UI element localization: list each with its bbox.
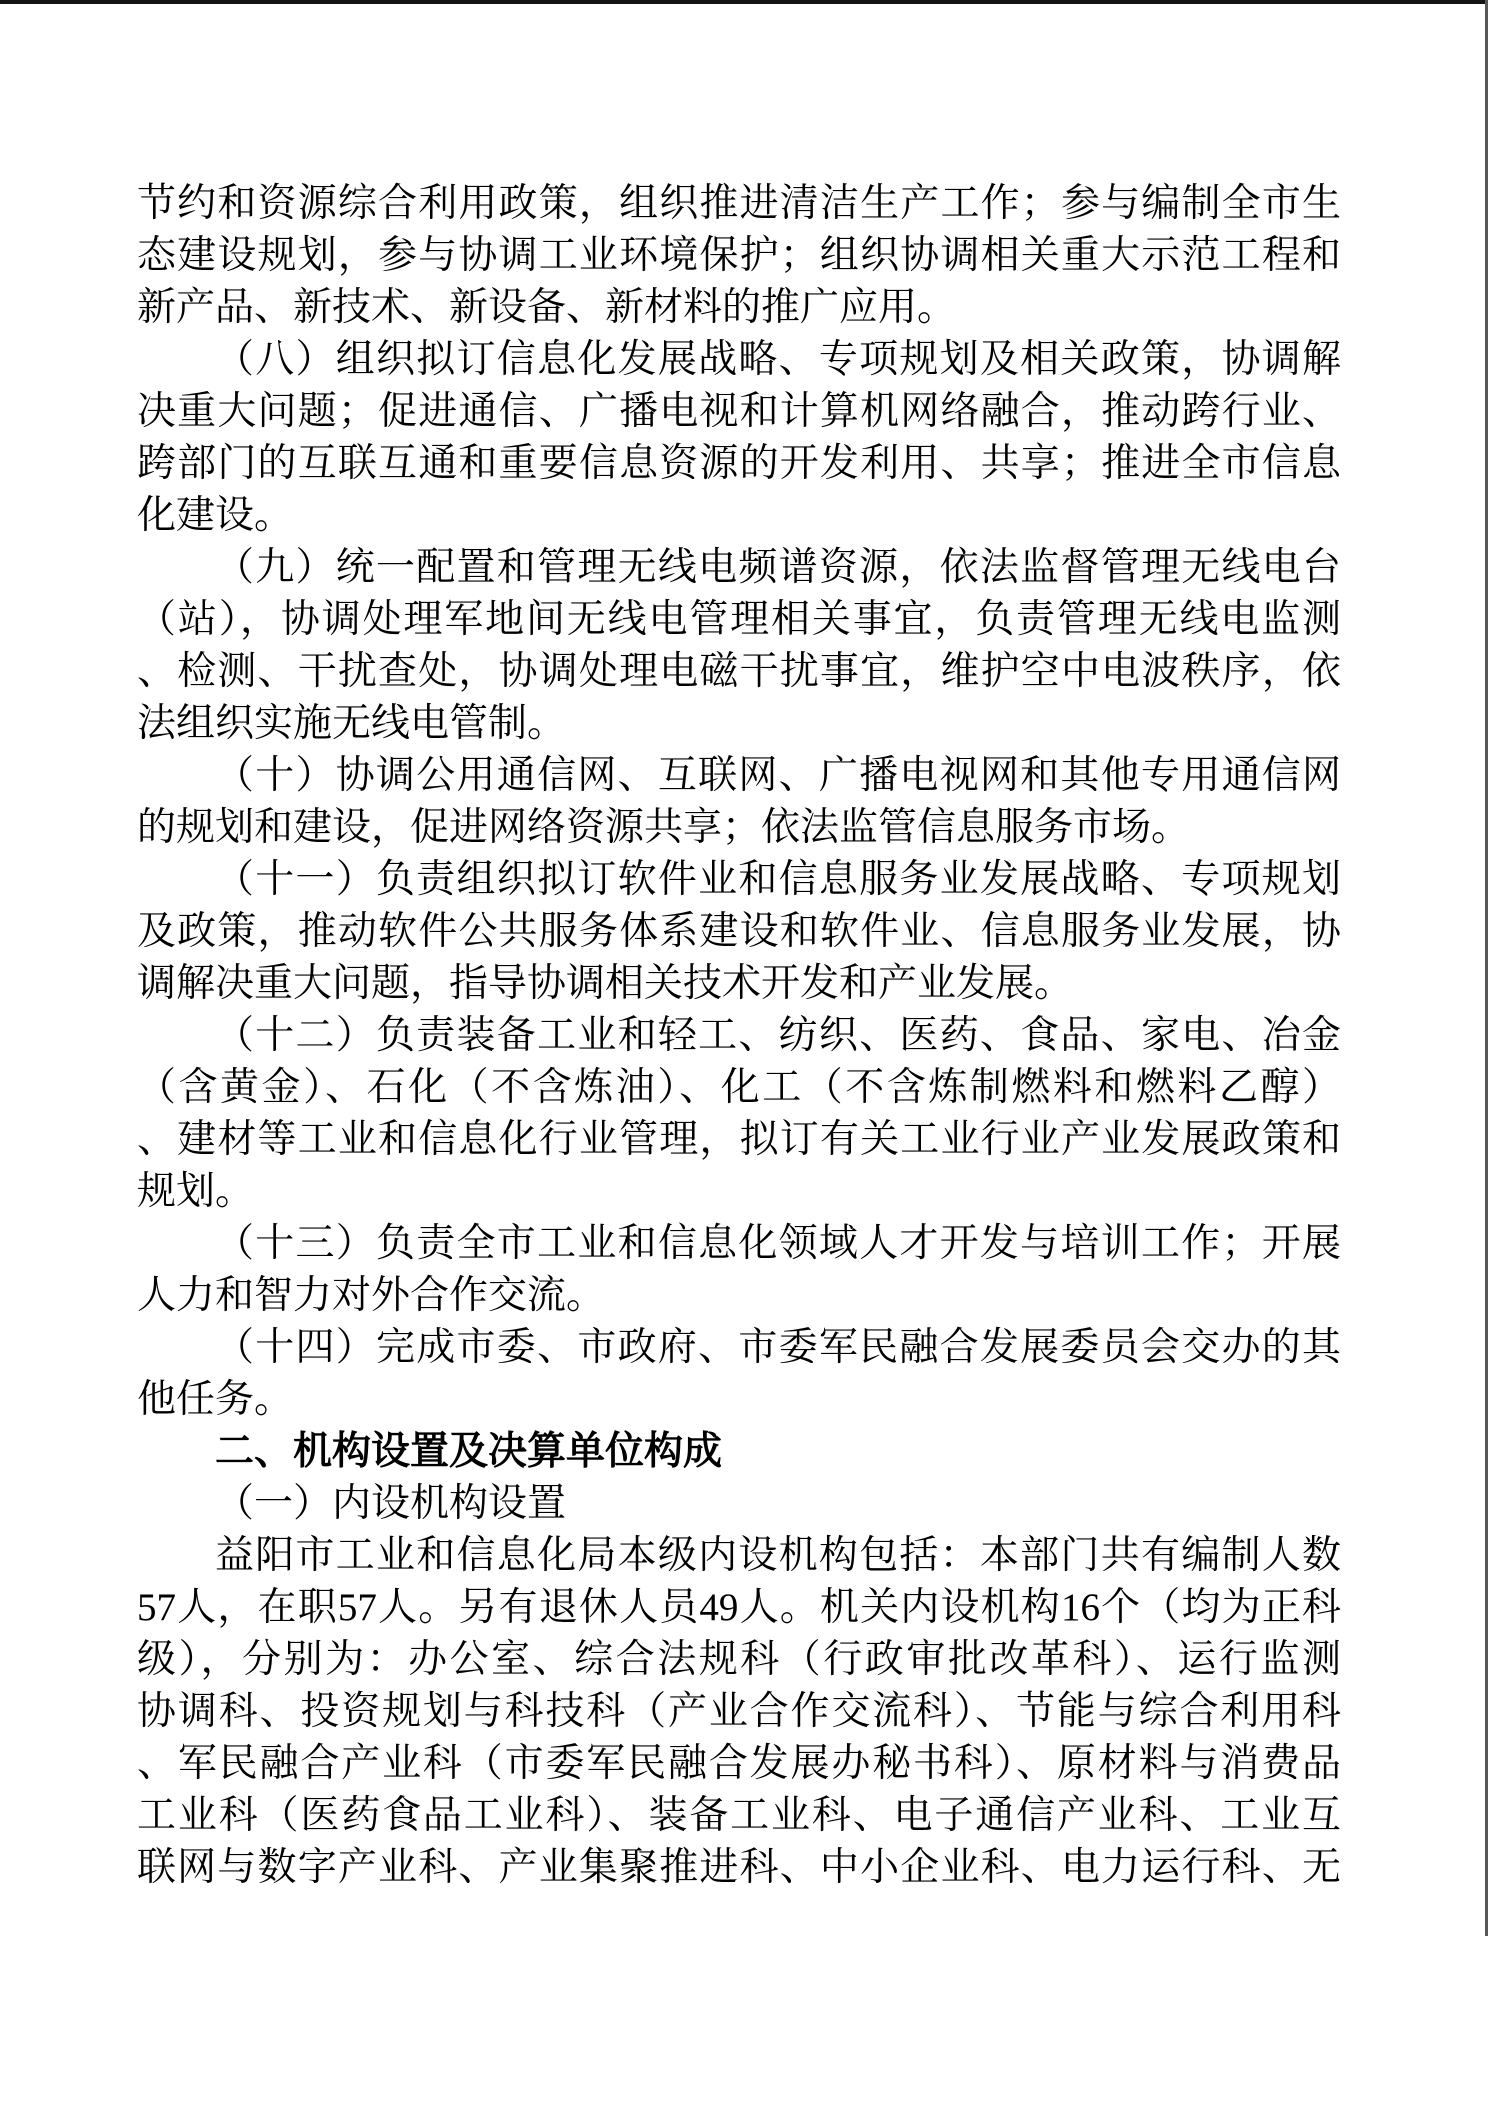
text-line: 规划。 <box>137 1170 255 1213</box>
section-heading-line: 二、机构设置及决算单位构成 <box>215 1430 723 1473</box>
text-line: 他任务。 <box>137 1378 294 1421</box>
document-text-block <box>137 178 1341 1894</box>
text-line: （十二）负责装备工业和轻工、纺织、医药、食品、家电、冶金 <box>215 1014 1341 1057</box>
text-line: 级），分别为：办公室、综合法规科（行政审批改革科）、运行监测 <box>137 1638 1341 1681</box>
text-line: （十）协调公用通信网、互联网、广播电视网和其他专用通信网 <box>215 754 1341 797</box>
text-line: 益阳市工业和信息化局本级内设机构包括：本部门共有编制人数 <box>215 1534 1341 1577</box>
text-line: 调解决重大问题，指导协调相关技术开发和产业发展。 <box>137 962 1074 1005</box>
text-line: （含黄金）、石化（不含炼油）、化工（不含炼制燃料和燃料乙醇） <box>137 1066 1341 1109</box>
text-line: 人力和智力对外合作交流。 <box>137 1274 606 1317</box>
text-line: 跨部门的互联互通和重要信息资源的开发利用、共享；推进全市信息 <box>137 442 1341 485</box>
text-line: （十三）负责全市工业和信息化领域人才开发与培训工作；开展 <box>215 1222 1341 1265</box>
text-line: 决重大问题；促进通信、广播电视和计算机网络融合，推动跨行业、 <box>137 390 1341 433</box>
text-line: 化建设。 <box>137 494 294 537</box>
text-line: 及政策，推动软件公共服务体系建设和软件业、信息服务业发展，协 <box>137 910 1341 953</box>
text-line: 联网与数字产业科、产业集聚推进科、中小企业科、电力运行科、无 <box>137 1846 1341 1889</box>
text-line: 法组织实施无线电管制。 <box>137 702 567 745</box>
text-line: 57人，在职57人。另有退休人员49人。机关内设机构16个（均为正科 <box>137 1586 1341 1629</box>
text-line: 协调科、投资规划与科技科（产业合作交流科）、节能与综合利用科 <box>137 1690 1341 1733</box>
text-line: 态建设规划，参与协调工业环境保护；组织协调相关重大示范工程和 <box>137 234 1341 277</box>
text-line: 节约和资源综合利用政策，组织推进清洁生产工作；参与编制全市生 <box>137 182 1341 225</box>
text-line: 新产品、新技术、新设备、新材料的推广应用。 <box>137 286 957 329</box>
text-line: （九）统一配置和管理无线电频谱资源，依法监督管理无线电台 <box>215 546 1341 589</box>
text-line: （一）内设机构设置 <box>215 1482 567 1525</box>
text-line: 、检测、干扰查处，协调处理电磁干扰事宜，维护空中电波秩序，依 <box>137 650 1341 693</box>
text-line: 的规划和建设，促进网络资源共享；依法监管信息服务市场。 <box>137 806 1191 849</box>
text-line: 、军民融合产业科（市委军民融合发展办秘书科）、原材料与消费品 <box>137 1742 1341 1785</box>
page-top-edge-bar <box>0 0 1488 4</box>
text-line: 工业科（医药食品工业科）、装备工业科、电子通信产业科、工业互 <box>137 1794 1341 1837</box>
text-line: （八）组织拟订信息化发展战略、专项规划及相关政策，协调解 <box>215 338 1341 381</box>
text-line: 、建材等工业和信息化行业管理，拟订有关工业行业产业发展政策和 <box>137 1118 1341 1161</box>
text-line: （十一）负责组织拟订软件业和信息服务业发展战略、专项规划 <box>215 858 1341 901</box>
text-line: （十四）完成市委、市政府、市委军民融合发展委员会交办的其 <box>215 1326 1341 1369</box>
text-line: （站），协调处理军地间无线电管理相关事宜，负责管理无线电监测 <box>137 598 1341 641</box>
